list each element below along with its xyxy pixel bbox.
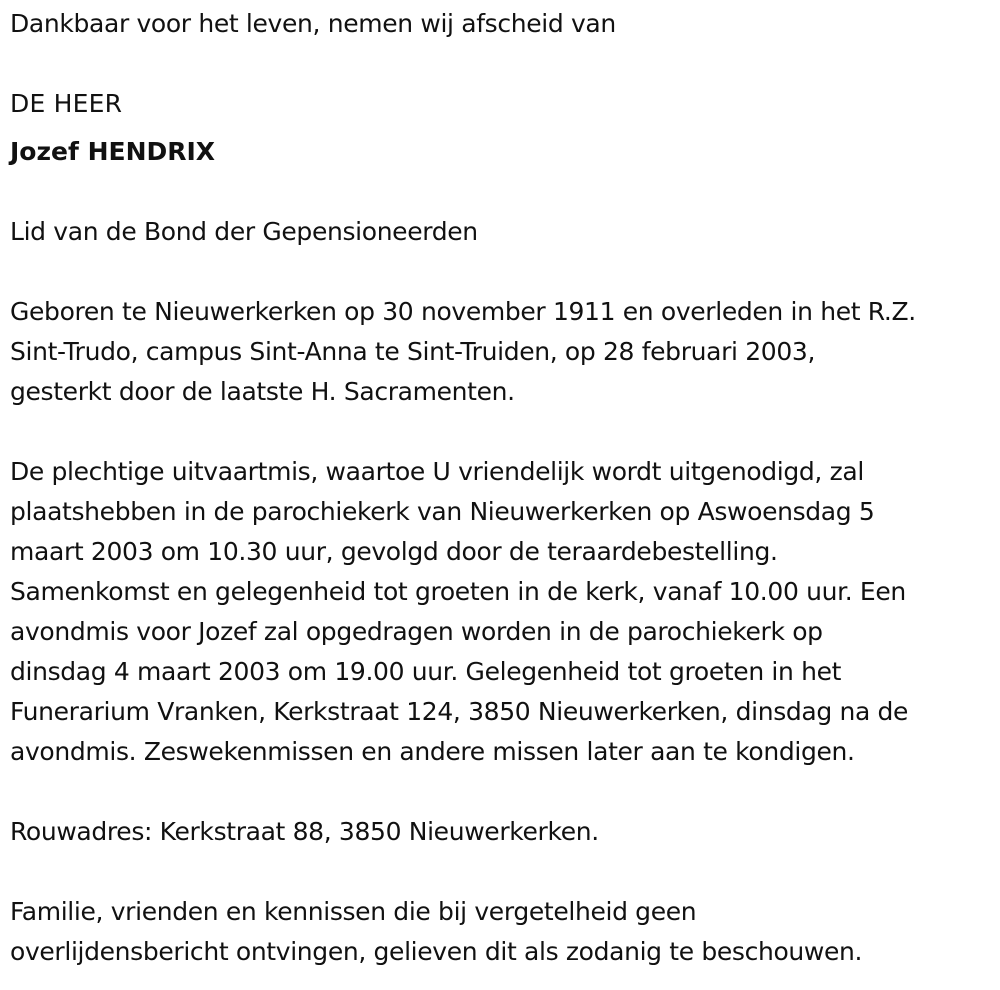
spacer bbox=[10, 852, 992, 892]
paragraph-line: Geboren te Nieuwerkerken op 30 november 1911 en overleden in het R.Z. bbox=[10, 297, 916, 326]
intro-line: Dankbaar voor het leven, nemen wij afscheid van bbox=[10, 9, 616, 38]
membership-line: Lid van de Bond der Gepensioneerden bbox=[10, 217, 478, 246]
paragraph-line: De plechtige uitvaartmis, waartoe U vriendelijk wordt uitgenodigd, zal bbox=[10, 457, 864, 486]
paragraph-line: overlijdensbericht ontvingen, gelieven dit als zodanig te beschouwen. bbox=[10, 937, 863, 966]
obituary-notice bbox=[10, 4, 992, 972]
mourning-address: Rouwadres: Kerkstraat 88, 3850 Nieuwerkerken. bbox=[10, 817, 599, 846]
spacer bbox=[10, 252, 992, 292]
spacer bbox=[10, 412, 992, 452]
paragraph-line: avondmis voor Jozef zal opgedragen worden in de parochiekerk op bbox=[10, 617, 823, 646]
paragraph-line: Funerarium Vranken, Kerkstraat 124, 3850 Nieuwerkerken, dinsdag na de bbox=[10, 697, 909, 726]
paragraph-line: Sint-Trudo, campus Sint-Anna te Sint-Truiden, op 28 februari 2003, bbox=[10, 337, 816, 366]
spacer bbox=[10, 172, 992, 212]
birth-death-paragraph bbox=[10, 292, 992, 412]
closing-paragraph bbox=[10, 892, 992, 972]
salutation: DE HEER bbox=[10, 89, 123, 118]
paragraph-line: plaatshebben in de parochiekerk van Nieuwerkerken op Aswoensdag 5 bbox=[10, 497, 875, 526]
paragraph-line: dinsdag 4 maart 2003 om 19.00 uur. Gelegenheid tot groeten in het bbox=[10, 657, 842, 686]
deceased-name: Jozef HENDRIX bbox=[10, 137, 216, 166]
paragraph-line: avondmis. Zeswekenmissen en andere missen later aan te kondigen. bbox=[10, 737, 855, 766]
paragraph-line: gesterkt door de laatste H. Sacramenten. bbox=[10, 377, 515, 406]
paragraph-line: Familie, vrienden en kennissen die bij vergetelheid geen bbox=[10, 897, 697, 926]
spacer bbox=[10, 44, 992, 84]
spacer bbox=[10, 772, 992, 812]
paragraph-line: maart 2003 om 10.30 uur, gevolgd door de teraardebestelling. bbox=[10, 537, 778, 566]
funeral-details-paragraph bbox=[10, 452, 992, 772]
paragraph-line: Samenkomst en gelegenheid tot groeten in de kerk, vanaf 10.00 uur. Een bbox=[10, 577, 906, 606]
